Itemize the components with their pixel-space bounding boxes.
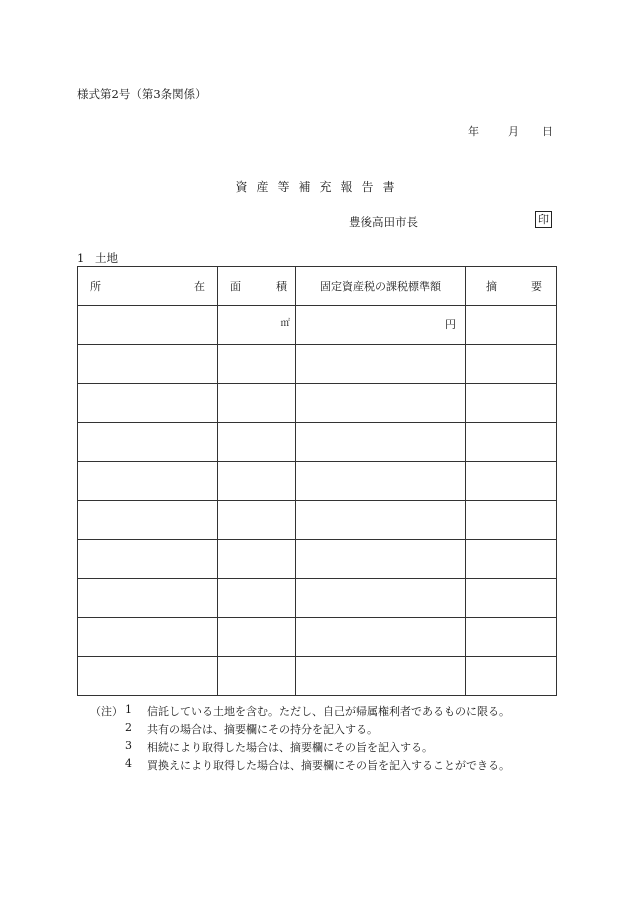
- area-cell[interactable]: [218, 618, 296, 657]
- document-title: 資産等補充報告書: [235, 180, 404, 194]
- remarks-cell[interactable]: [466, 345, 557, 384]
- notes-prefix: （注）: [90, 705, 123, 718]
- note-number: 2: [125, 721, 132, 734]
- header-location-left: 所: [90, 280, 101, 293]
- table-row: [78, 345, 557, 384]
- area-unit: ㎡: [280, 318, 290, 329]
- tax-base-cell[interactable]: [296, 345, 466, 384]
- tax-base-cell[interactable]: [296, 384, 466, 423]
- date-day-label: 日: [542, 125, 553, 138]
- table-row: [78, 306, 557, 345]
- remarks-cell[interactable]: [466, 579, 557, 618]
- seal-stamp-icon: 印: [535, 211, 552, 228]
- table-row: [78, 618, 557, 657]
- location-cell[interactable]: [78, 540, 218, 579]
- tax-base-cell[interactable]: [296, 579, 466, 618]
- header-location-right: 在: [194, 280, 205, 293]
- header-tax-base-label: 固定資産税の課税標準額: [320, 280, 441, 293]
- area-cell[interactable]: [218, 540, 296, 579]
- tax-base-cell[interactable]: [296, 501, 466, 540]
- tax-base-cell[interactable]: [296, 540, 466, 579]
- table-header-row: [78, 267, 557, 306]
- remarks-cell[interactable]: [466, 540, 557, 579]
- header-remarks-left: 摘: [486, 280, 497, 293]
- date-year-label: 年: [468, 125, 479, 138]
- table-row: [78, 540, 557, 579]
- table-row: [78, 423, 557, 462]
- area-cell[interactable]: [218, 423, 296, 462]
- location-cell[interactable]: [78, 306, 218, 345]
- location-cell[interactable]: [78, 657, 218, 696]
- remarks-cell[interactable]: [466, 618, 557, 657]
- section-label: 土地: [95, 251, 118, 265]
- remarks-cell[interactable]: [466, 657, 557, 696]
- header-tax-base: [296, 267, 466, 306]
- remarks-cell[interactable]: [466, 423, 557, 462]
- tax-base-cell[interactable]: [296, 657, 466, 696]
- note-number: 4: [125, 757, 132, 770]
- area-cell[interactable]: [218, 384, 296, 423]
- remarks-cell[interactable]: [466, 384, 557, 423]
- location-cell[interactable]: [78, 618, 218, 657]
- header-remarks: [466, 267, 557, 306]
- location-cell[interactable]: [78, 423, 218, 462]
- header-remarks-right: 要: [531, 280, 542, 293]
- location-cell[interactable]: [78, 579, 218, 618]
- section-heading: [77, 250, 118, 266]
- tax-base-cell[interactable]: [296, 306, 466, 345]
- note-number: 3: [125, 739, 132, 752]
- table-row: [78, 657, 557, 696]
- header-location: [78, 267, 218, 306]
- remarks-cell[interactable]: [466, 501, 557, 540]
- tax-base-cell[interactable]: [296, 618, 466, 657]
- location-cell[interactable]: [78, 384, 218, 423]
- note-text: 相続により取得した場合は、摘要欄にその旨を記入する。: [147, 741, 433, 754]
- remarks-cell[interactable]: [466, 306, 557, 345]
- header-area: [218, 267, 296, 306]
- note-text: 共有の場合は、摘要欄にその持分を記入する。: [147, 723, 378, 736]
- header-area-left: 面: [230, 280, 241, 293]
- area-cell[interactable]: [218, 306, 296, 345]
- table-row: [78, 462, 557, 501]
- date-month-label: 月: [508, 125, 519, 138]
- form-number: 様式第2号（第3条関係）: [77, 87, 207, 101]
- area-cell[interactable]: [218, 462, 296, 501]
- table-row: [78, 384, 557, 423]
- area-cell[interactable]: [218, 501, 296, 540]
- table-row: [78, 579, 557, 618]
- area-cell[interactable]: [218, 657, 296, 696]
- section-number: 1: [77, 251, 85, 265]
- table-row: [78, 501, 557, 540]
- area-cell[interactable]: [218, 579, 296, 618]
- note-number: 1: [125, 703, 132, 716]
- location-cell[interactable]: [78, 462, 218, 501]
- tax-base-cell[interactable]: [296, 423, 466, 462]
- header-area-right: 積: [276, 280, 287, 293]
- note-text: 信託している土地を含む。ただし、自己が帰属権利者であるものに限る。: [147, 705, 510, 718]
- tax-unit: 円: [445, 318, 456, 331]
- tax-base-cell[interactable]: [296, 462, 466, 501]
- location-cell[interactable]: [78, 345, 218, 384]
- remarks-cell[interactable]: [466, 462, 557, 501]
- note-text: 買換えにより取得した場合は、摘要欄にその旨を記入することができる。: [147, 759, 510, 772]
- location-cell[interactable]: [78, 501, 218, 540]
- area-cell[interactable]: [218, 345, 296, 384]
- land-table: [77, 266, 557, 696]
- addressee: 豊後高田市長: [349, 215, 418, 229]
